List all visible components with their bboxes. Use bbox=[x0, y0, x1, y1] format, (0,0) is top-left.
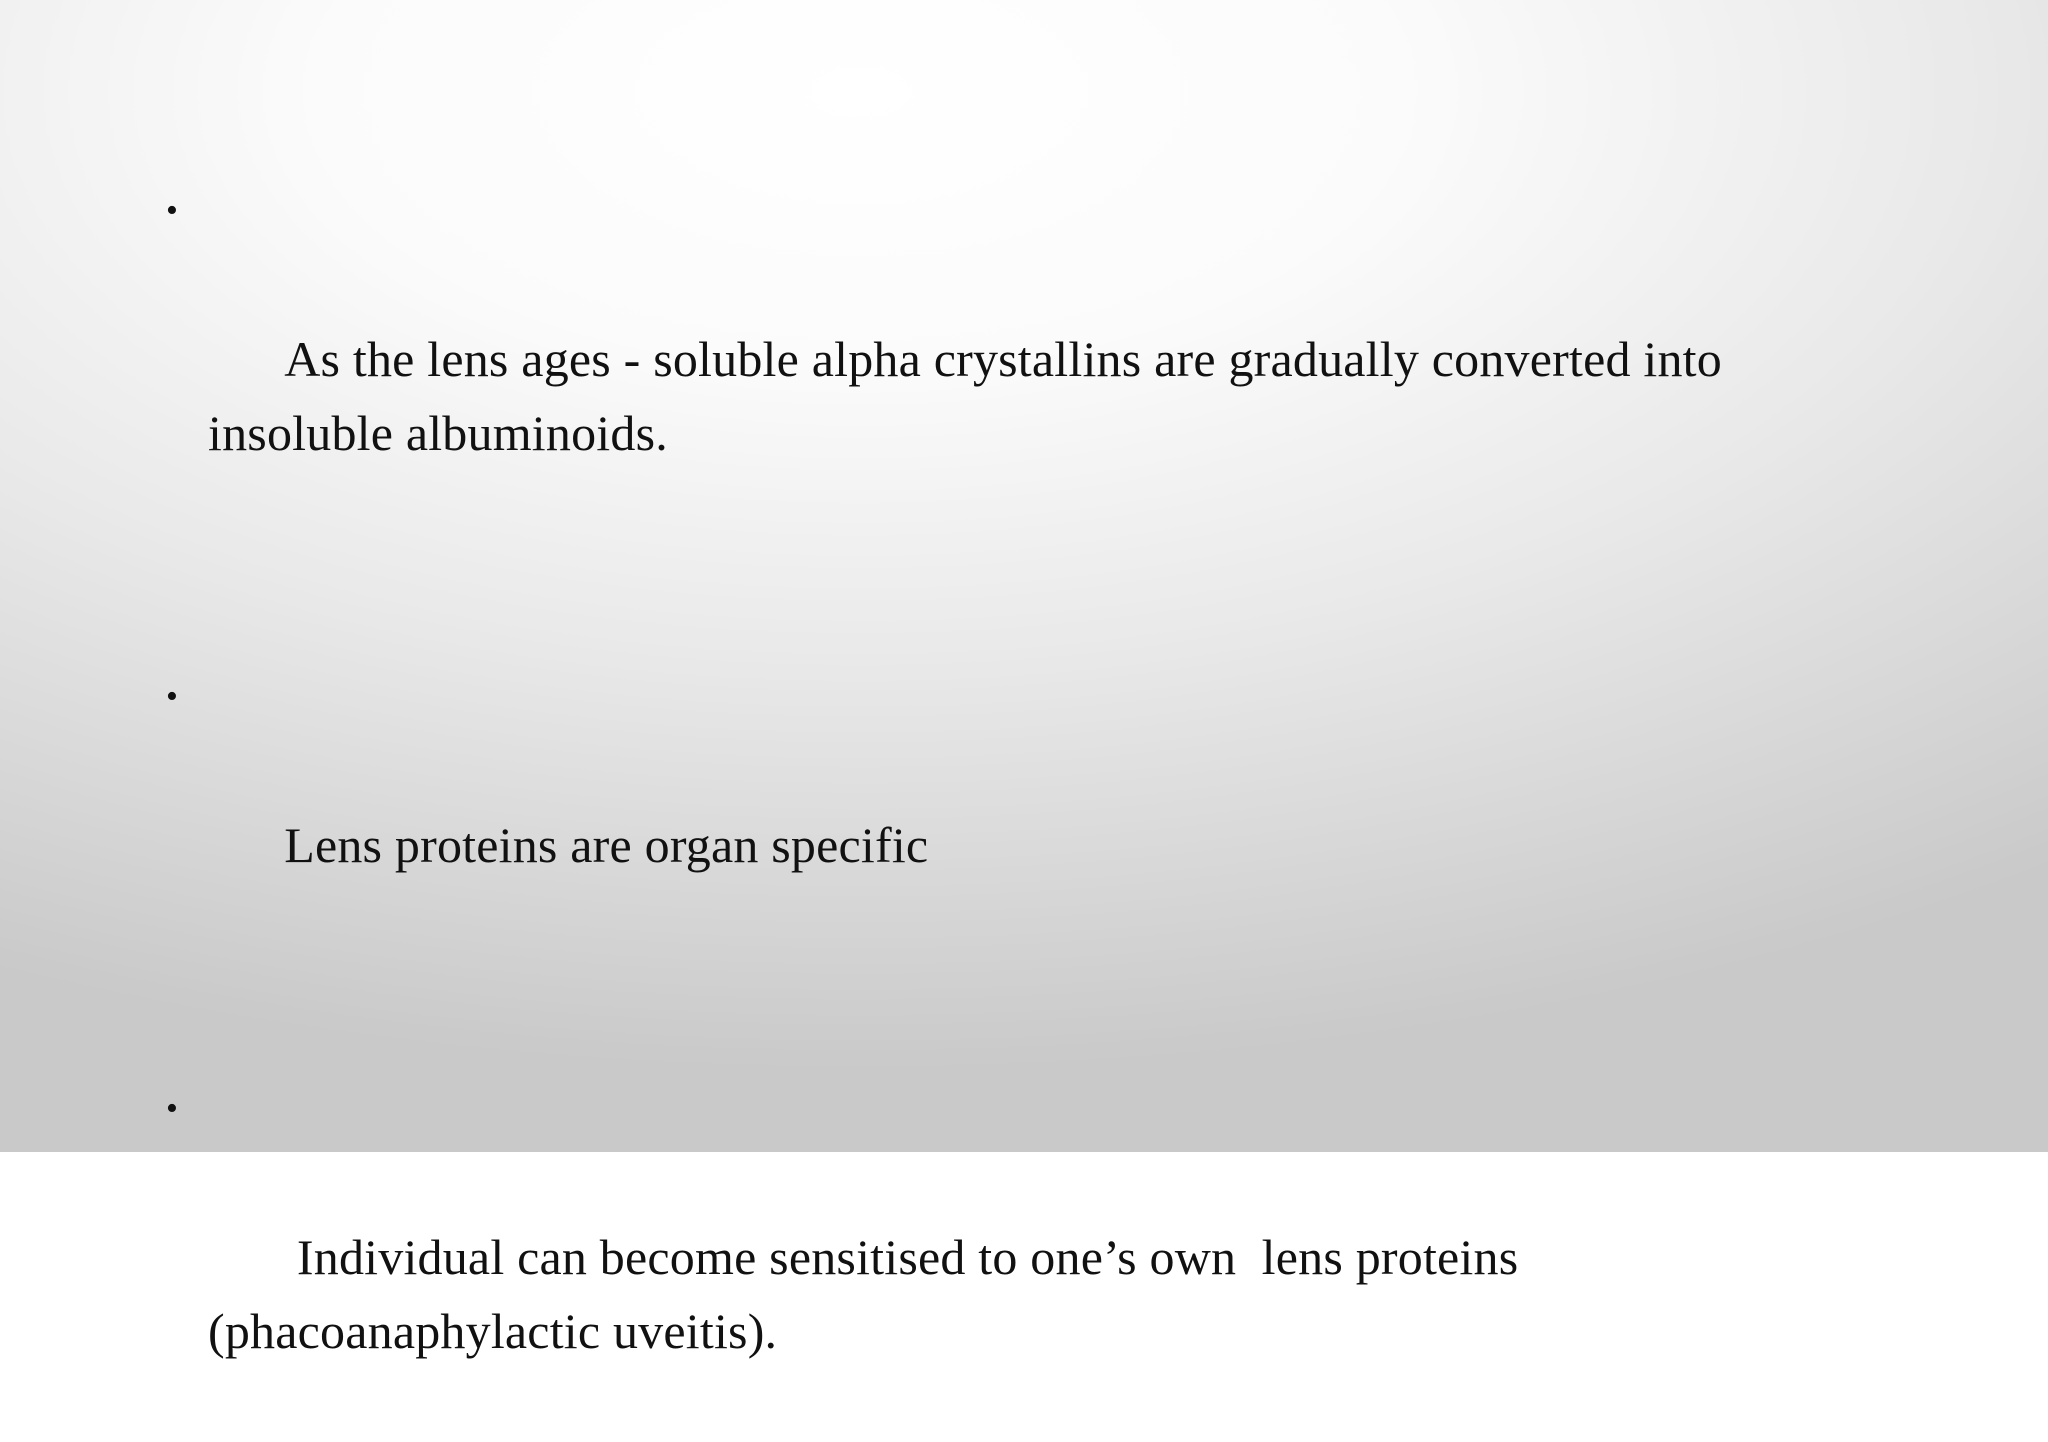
bullet-marker: • bbox=[166, 192, 179, 229]
bullet-marker: • bbox=[166, 678, 179, 715]
bullet-item-organ-specific bbox=[166, 660, 1866, 956]
bullet-text: Individual can become sensitised to one’s own lens proteins (phacoanaphylactic uveitis). bbox=[208, 1229, 1532, 1359]
bullet-item-lens-aging bbox=[166, 174, 1866, 544]
bullet-text: Lens proteins are organ specific bbox=[284, 817, 929, 873]
bullet-list bbox=[166, 174, 1866, 1442]
bullet-item-sensitisation bbox=[166, 1072, 1866, 1442]
bullet-text: As the lens ages - soluble alpha crystallins are gradually converted into insoluble albuminoids. bbox=[208, 331, 1735, 461]
bullet-marker: • bbox=[166, 1090, 179, 1127]
